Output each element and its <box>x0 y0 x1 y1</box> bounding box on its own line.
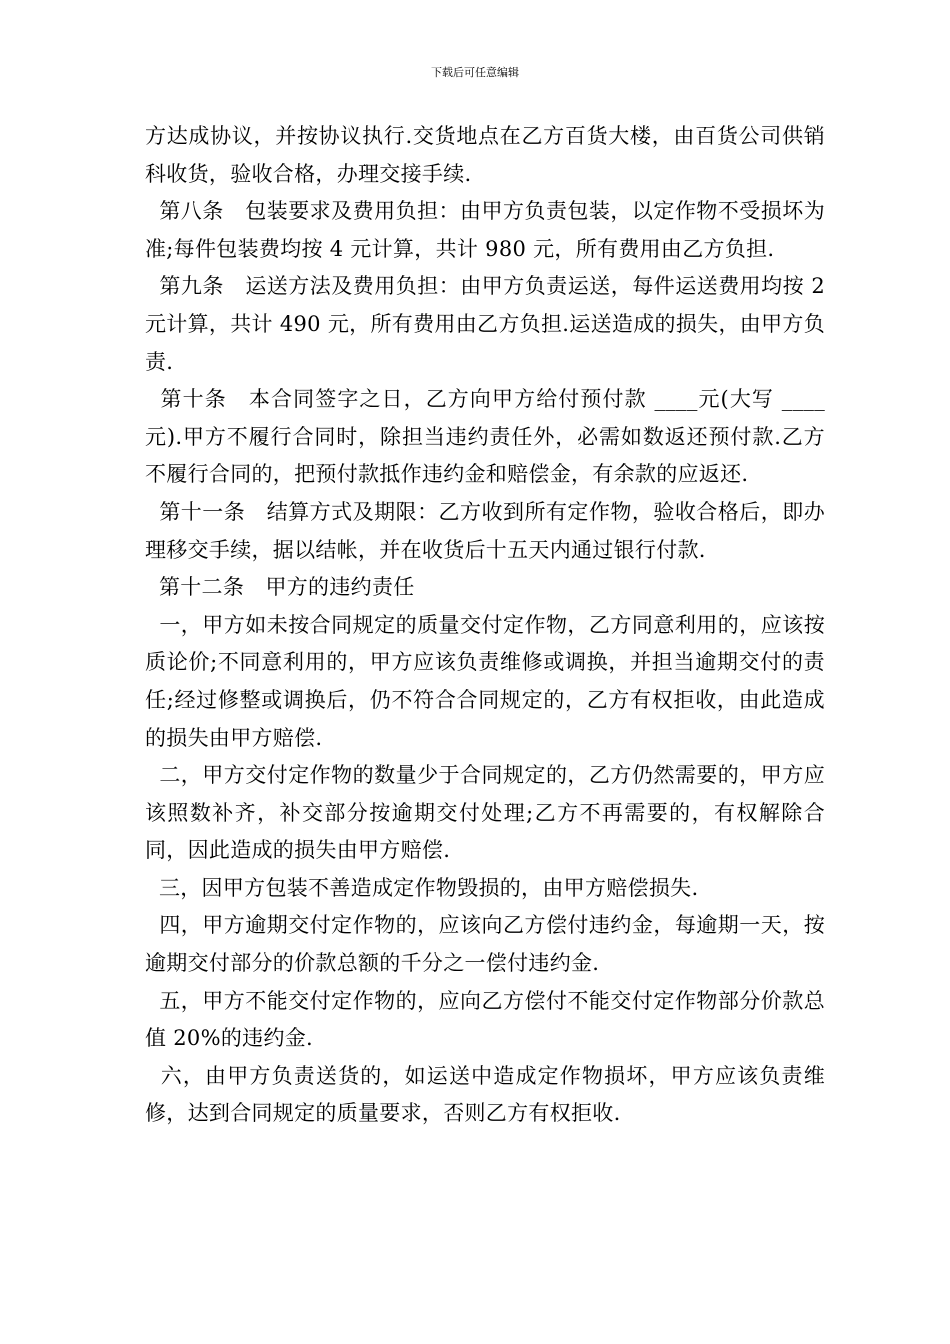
paragraph-article-9: 第九条 运送方法及费用负担：由甲方负责运送，每件运送费用均按 2 元计算，共计 490 元，所有费用由乙方负担.运送造成的损失，由甲方负责. <box>145 274 832 374</box>
paragraph-clause-1: 一，甲方如未按合同规定的质量交付定作物，乙方同意利用的，应该按质论价;不同意利用的，甲方应该负责维修或调换，并担当逾期交付的责任;经过修整或调换后，仍不符合合同规定的，乙方有权拒收，由此造成的损失由甲方赔偿. <box>145 612 825 750</box>
paragraph-article-11: 第十一条 结算方式及期限：乙方收到所有定作物，验收合格后，即办理移交手续，据以结帐，并在收货后十五天内通过银行付款. <box>145 499 825 562</box>
page-header: 下载后可任意编辑 <box>431 66 519 79</box>
paragraph-clause-4: 四，甲方逾期交付定作物的，应该向乙方偿付违约金，每逾期一天，按逾期交付部分的价款总额的千分之一偿付违约金. <box>145 913 825 976</box>
paragraph-article-10: 第十条 本合同签字之日，乙方向甲方给付预付款 ____元(大写 ____元).甲方不履行合同时，除担当违约责任外，必需如数返还预付款.乙方不履行合同的，把预付款抵作违约金和赔偿金，有余款的应返还. <box>145 387 825 487</box>
paragraph-clause-3: 三，因甲方包装不善造成定作物毁损的，由甲方赔偿损失. <box>145 875 699 900</box>
paragraph-article-8: 第八条 包装要求及费用负担：由甲方负责包装，以定作物不受损坏为准;每件包装费均按 4 元计算，共计 980 元，所有费用由乙方负担. <box>145 199 825 261</box>
paragraph-article-12-heading: 第十二条 甲方的违约责任 <box>145 575 415 600</box>
paragraph-clause-6: 六，由甲方负责送货的，如运送中造成定作物损坏，甲方应该负责维修，达到合同规定的质量要求，否则乙方有权拒收. <box>145 1063 826 1126</box>
paragraph-delivery-terms: 方达成协议，并按协议执行.交货地点在乙方百货大楼，由百货公司供销科收货，验收合格，办理交接手续. <box>145 124 825 186</box>
document-body <box>145 118 832 1133</box>
paragraph-clause-5: 五，甲方不能交付定作物的，应向乙方偿付不能交付定作物部分价款总值 20%的违约金. <box>145 988 825 1051</box>
paragraph-clause-2: 二，甲方交付定作物的数量少于合同规定的，乙方仍然需要的，甲方应该照数补齐，补交部分按逾期交付处理;乙方不再需要的，有权解除合同，因此造成的损失由甲方赔偿. <box>145 763 825 863</box>
